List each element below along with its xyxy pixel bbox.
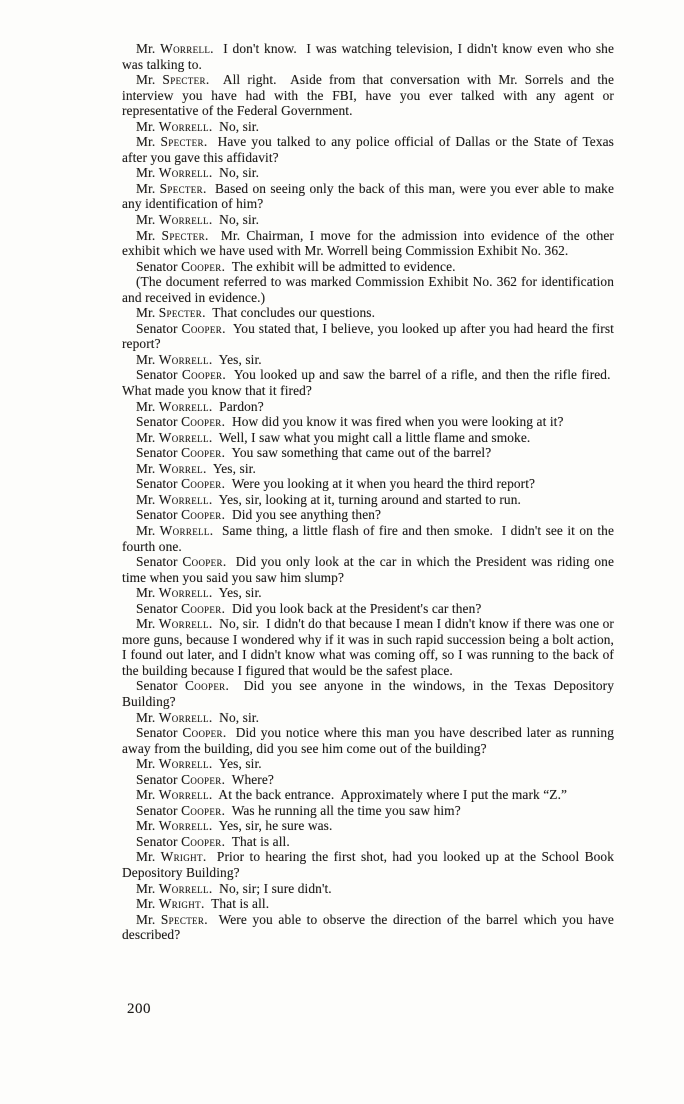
transcript-paragraph: Mr. Worrell. Yes, sir. — [136, 351, 262, 367]
transcript-paragraph: Senator Cooper. Where? — [136, 771, 274, 787]
speaker-name: Mr. Specter. — [136, 134, 208, 150]
transcript-paragraph: Senator Cooper. You saw something that came out of the barrel? — [136, 445, 492, 461]
transcript-paragraph: Senator Cooper. Were you looking at it when you heard the third report? — [136, 476, 536, 492]
transcript-paragraph: Senator Cooper. Did you only look at the car in which the President was riding one time when you said you saw him slump? — [122, 554, 614, 585]
transcript-paragraph: Senator Cooper. Was he running all the time you saw him? — [136, 802, 461, 818]
speaker-name: Mr. Worrell. — [136, 165, 213, 181]
speaker-name: Senator Cooper. — [136, 554, 227, 570]
speaker-name: Mr. Worrell. — [136, 118, 213, 134]
speaker-name: Mr. Specter. — [136, 180, 207, 196]
speaker-name: Senator Cooper. — [136, 320, 226, 336]
transcript-paragraph: Mr. Specter. Have you talked to any police official of Dallas or the State of Texas after you gave this affidavit? — [122, 134, 614, 165]
speaker-name: Senator Cooper. — [136, 258, 226, 274]
speaker-name: Senator Cooper. — [136, 414, 226, 430]
transcript-paragraph: Mr. Worrell. At the back entrance. Approximately where I put the mark “Z.” — [136, 787, 568, 803]
speaker-name: Mr. Worrell. — [136, 880, 213, 896]
transcript-paragraph: Mr. Worrel. Yes, sir. — [136, 460, 256, 476]
speaker-name: Mr. Worrell. — [136, 756, 213, 772]
transcript-paragraph: Mr. Worrell. Pardon? — [136, 398, 264, 414]
transcript-paragraph: Mr. Worrell. Yes, sir, he sure was. — [136, 818, 333, 834]
speaker-name: Senator Cooper. — [136, 771, 226, 787]
speaker-name: Mr. Worrell. — [136, 818, 213, 834]
speaker-name: Mr. Worrell. — [136, 41, 214, 56]
speaker-name: Mr. Worrell. — [136, 709, 213, 725]
transcript-paragraph: Mr. Specter. Were you able to observe the direction of the barrel which you have described? — [122, 911, 614, 943]
speaker-name: Mr. Worrell. — [136, 398, 213, 414]
transcript-paragraph: Senator Cooper. You stated that, I believe, you looked up after you had heard the first report? — [122, 320, 614, 352]
speaker-name: Mr. Wright. — [136, 896, 205, 912]
speaker-name: Mr. Worrell. — [136, 351, 213, 367]
transcript-paragraph: Mr. Worrell. No, sir. — [136, 212, 260, 228]
speaker-name: Mr. Specter. — [136, 227, 209, 243]
transcript-paragraph: Mr. Worrell. No, sir. — [136, 118, 260, 134]
transcript-paragraph: Senator Cooper. How did you know it was fired when you were looking at it? — [136, 414, 564, 430]
stage-direction: (The document referred to was marked Commission Exhibit No. 362 for identification and received in evidence.) — [122, 274, 614, 305]
transcript — [122, 41, 614, 943]
transcript-paragraph: Mr. Worrell. Yes, sir. — [136, 756, 262, 772]
speaker-name: Mr. Specter. — [136, 72, 210, 88]
speaker-name: Senator Cooper. — [136, 833, 226, 849]
speaker-name: Senator Cooper. — [136, 802, 226, 818]
speaker-name: Senator Cooper. — [136, 600, 226, 616]
speaker-name: Senator Cooper. — [136, 476, 226, 492]
speaker-name: Mr. Specter. — [136, 911, 208, 927]
speaker-name: Mr. Worrell. — [136, 491, 213, 507]
transcript-paragraph: Senator Cooper. The exhibit will be admitted to evidence. — [136, 258, 456, 274]
transcript-paragraph: Mr. Wright. Prior to hearing the first shot, had you looked up at the School Book Depository Building? — [122, 849, 614, 880]
speaker-name: Mr. Worrell. — [136, 429, 213, 445]
page-number: 200 — [127, 1001, 151, 1017]
speaker-name: Senator Cooper. — [136, 678, 229, 694]
speaker-name: Mr. Specter. — [136, 305, 206, 321]
transcript-paragraph: Mr. Wright. That is all. — [136, 896, 270, 912]
speaker-name: Senator Cooper. — [136, 507, 226, 523]
transcript-paragraph: Mr. Worrell. No, sir. — [136, 165, 260, 181]
transcript-paragraph: Mr. Worrell. No, sir; I sure didn't. — [136, 880, 332, 896]
speaker-name: Senator Cooper. — [136, 367, 226, 383]
transcript-paragraph: Senator Cooper. Did you see anyone in the windows, in the Texas Depository Building? — [122, 678, 614, 709]
transcript-paragraph: Mr. Worrell. No, sir. — [136, 709, 260, 725]
transcript-paragraph: Mr. Worrell. Well, I saw what you might call a little flame and smoke. — [136, 429, 531, 445]
transcript-paragraph: Mr. Worrell. I don't know. I was watching television, I didn't know even who she was talking to. — [122, 41, 615, 72]
transcript-paragraph: Mr. Worrell. Same thing, a little flash of fire and then smoke. I didn't see it on the fourth one. — [122, 522, 614, 554]
speaker-name: Mr. Worrell. — [136, 212, 213, 228]
speaker-name: Senator Cooper. — [136, 725, 227, 741]
transcript-paragraph: Senator Cooper. Did you look back at the President's car then? — [136, 600, 482, 616]
speaker-name: Mr. Worrell. — [136, 585, 213, 601]
transcript-paragraph: Mr. Specter. All right. Aside from that conversation with Mr. Sorrels and the interview you have had with the FBI, have you ever talked with any agent or representative of the Federal Government. — [122, 72, 614, 119]
speaker-name: Mr. Worrell. — [136, 787, 213, 803]
transcript-paragraph: Senator Cooper. You looked up and saw the barrel of a rifle, and then the rifle fired. What made you know that it fired? — [122, 367, 614, 399]
transcript-paragraph: Mr. Worrell. Yes, sir, looking at it, turning around and started to run. — [136, 491, 521, 507]
transcript-paragraph: Mr. Worrell. Yes, sir. — [136, 585, 262, 601]
speaker-name: Mr. Wright. — [136, 849, 207, 865]
transcript-paragraph: Mr. Specter. That concludes our questions. — [136, 305, 376, 321]
transcript-paragraph: Mr. Worrell. No, sir. I didn't do that because I mean I didn't know if there was one or more guns, because I wondered why if it was in such rapid succession being a bolt action, I found out later, and I didn't know what was coming off, so I was running to the back of the building because I figured that would be the safest place. — [122, 616, 614, 678]
speaker-name: Mr. Worrell. — [136, 616, 213, 632]
transcript-paragraph: Senator Cooper. Did you notice where this man you have described later as running away from the building, did you see him come out of the building? — [122, 725, 614, 756]
speaker-name: Mr. Worrel. — [136, 460, 207, 476]
transcript-paragraph: Mr. Specter. Mr. Chairman, I move for the admission into evidence of the other exhibit which we have used with Mr. Worrell being Commission Exhibit No. 362. — [122, 227, 614, 259]
transcript-paragraph: Senator Cooper. Did you see anything then? — [136, 507, 382, 523]
speaker-name: Senator Cooper. — [136, 445, 226, 461]
transcript-paragraph: Senator Cooper. That is all. — [136, 833, 290, 849]
transcript-paragraph: Mr. Specter. Based on seeing only the back of this man, were you ever able to make any identification of him? — [122, 180, 614, 212]
speaker-name: Mr. Worrell. — [136, 522, 214, 538]
